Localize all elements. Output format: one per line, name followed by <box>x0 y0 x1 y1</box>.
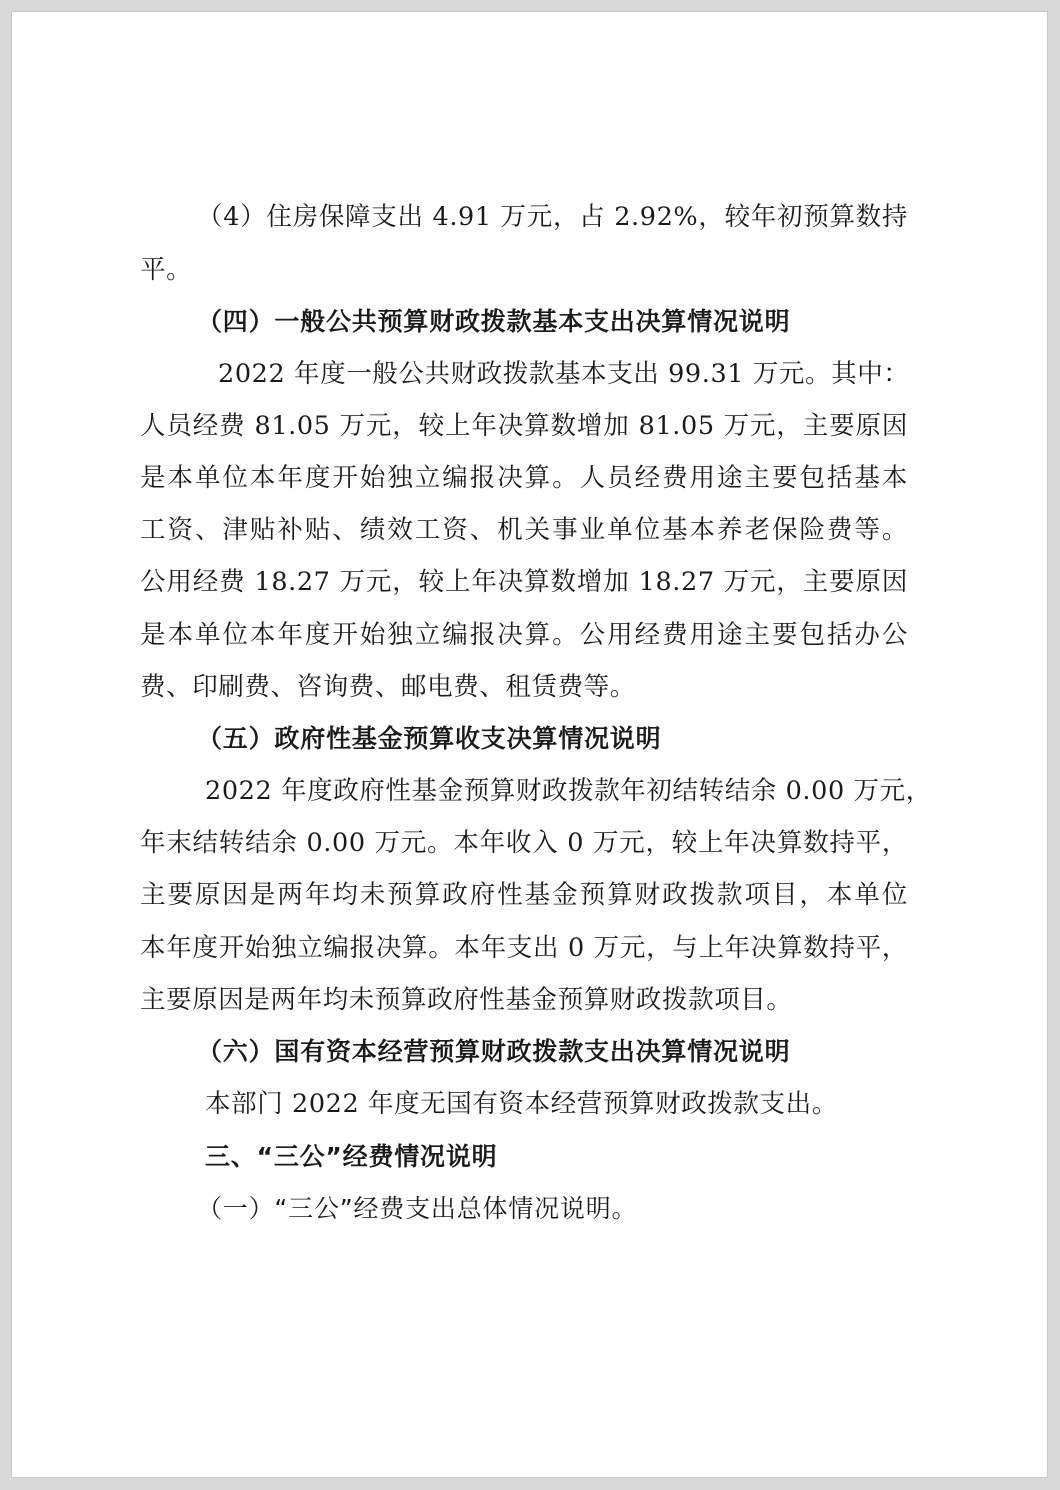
paragraph-line: 本年度开始独立编报决算。本年支出 0 万元，与上年决算数持平， <box>140 933 908 963</box>
paragraph-line: 费、印刷费、咨询费、邮电费、租赁费等。 <box>140 672 636 702</box>
paragraph-line: 平。 <box>140 255 193 285</box>
paragraph-line: 公用经费 18.27 万元，较上年决算数增加 18.27 万元，主要原因 <box>140 567 908 597</box>
paragraph-line: 工资、津贴补贴、绩效工资、机关事业单位基本养老保险费等。 <box>140 515 908 545</box>
section-heading: （五）政府性基金预算收支决算情况说明 <box>197 724 662 753</box>
paragraph-line: 年末结转结余 0.00 万元。本年收入 0 万元，较上年决算数持平， <box>140 828 908 858</box>
section-heading: （四）一般公共预算财政拨款基本支出决算情况说明 <box>197 307 791 336</box>
subsection-heading: （一）“三公”经费支出总体情况说明。 <box>197 1194 638 1223</box>
paragraph-line: （4）住房保障支出 4.91 万元，占 2.92%，较年初预算数持 <box>197 202 908 232</box>
paragraph-line: 2022 年度一般公共财政拨款基本支出 99.31 万元。其中： <box>218 359 910 389</box>
section-heading: （六）国有资本经营预算财政拨款支出决算情况说明 <box>197 1037 791 1066</box>
paragraph-line: 是本单位本年度开始独立编报决算。人员经费用途主要包括基本 <box>140 463 908 493</box>
paragraph-line: 主要原因是两年均未预算政府性基金预算财政拨款项目。 <box>140 985 793 1015</box>
paragraph-line: 是本单位本年度开始独立编报决算。公用经费用途主要包括办公 <box>140 620 908 650</box>
paragraph-line: 人员经费 81.05 万元，较上年决算数增加 81.05 万元，主要原因 <box>140 411 908 441</box>
chapter-heading: 三、“三公”经费情况说明 <box>205 1142 498 1171</box>
paragraph-line: 2022 年度政府性基金预算财政拨款年初结转结余 0.00 万元， <box>205 776 932 806</box>
paragraph-line: 主要原因是两年均未预算政府性基金预算财政拨款项目，本单位 <box>140 880 908 910</box>
paragraph-line: 本部门 2022 年度无国有资本经营预算财政拨款支出。 <box>205 1089 838 1119</box>
